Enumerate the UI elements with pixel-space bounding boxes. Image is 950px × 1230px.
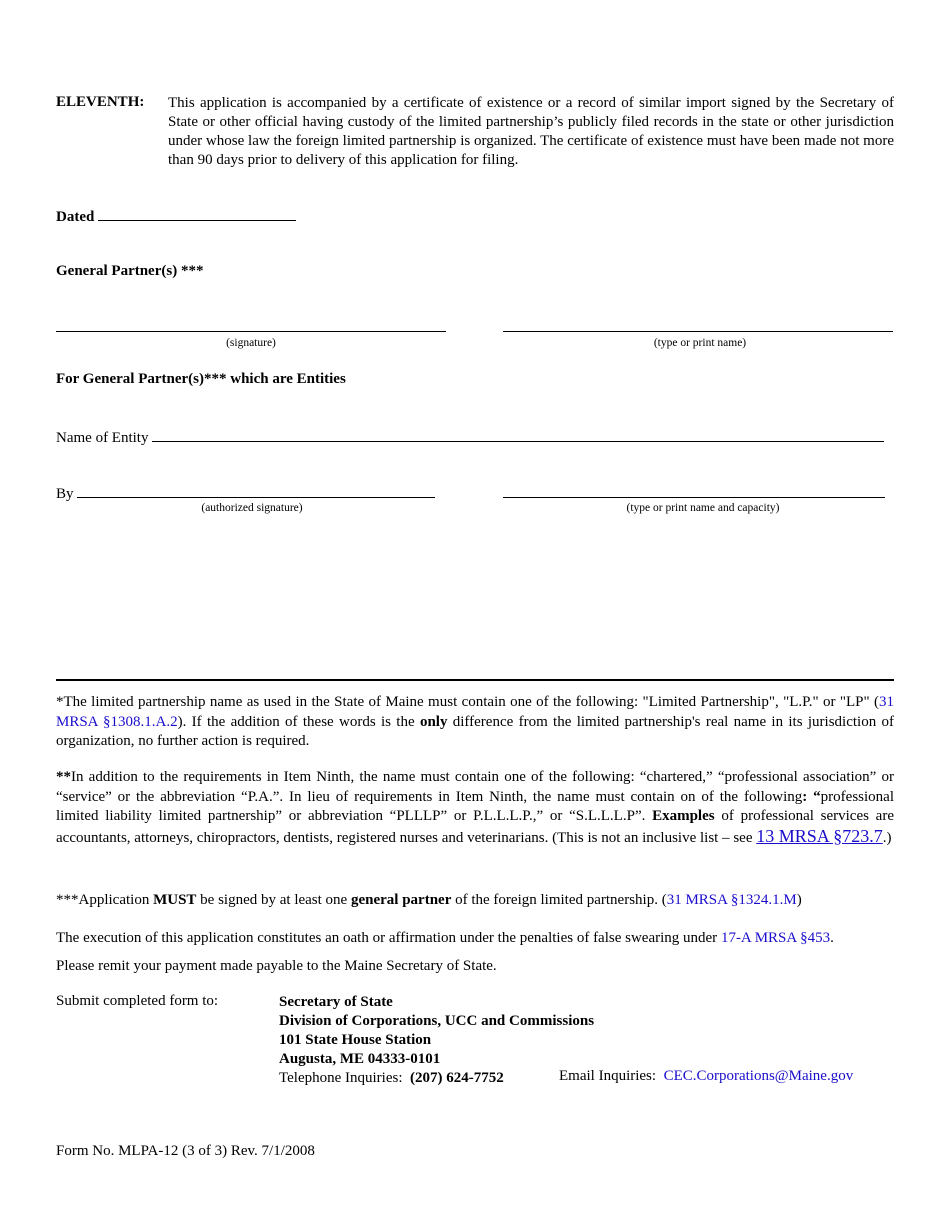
eleventh-text: This application is accompanied by a certificate of existence or a record of similar import signed by the Secretary of State or other official having custody of the limited partnership’s publicly filed records in the state or other jurisdiction under whose law the foreign limited partnership is organized. The certificate of existence must have been made not more than 90 days prior to delivery of this application for filing.	[168, 95, 894, 168]
footnote2-text-c: of professional services are accountants, attorneys, chiropractors, dentists, registered nurses and veterinarians. (This is not an inclusive list – see	[56, 808, 894, 846]
authorized-signature-field[interactable]	[77, 483, 435, 498]
link-13-mrsa-723[interactable]: 13 MRSA §723.7	[756, 825, 883, 846]
link-17a-mrsa-453[interactable]: 17-A MRSA §453	[720, 930, 831, 946]
footnote3-text-d: )	[796, 892, 802, 908]
authorized-signature-caption: (authorized signature)	[201, 502, 303, 514]
address-line1: Secretary of State	[279, 994, 393, 1010]
oath-end: .	[830, 930, 834, 946]
footnote1-text-b: ). If the addition of these words is the	[177, 713, 420, 730]
footnote-name-requirements	[56, 693, 894, 752]
phone-number: (207) 624-7752	[410, 1070, 504, 1086]
footnote2-text-d: .)	[882, 829, 892, 846]
eleventh-label: ELEVENTH:	[56, 94, 145, 110]
dated-row	[56, 206, 296, 226]
footnote3-text-b: be signed by at least one	[196, 892, 351, 908]
submit-label: Submit completed form to:	[56, 993, 219, 1009]
address-line4: Augusta, ME 04333-0101	[279, 1051, 441, 1067]
form-number: Form No. MLPA-12 (3 of 3) Rev. 7/1/2008	[56, 1143, 315, 1159]
footnote2-stars: **	[56, 769, 71, 785]
footnote2-examples: Examples	[652, 808, 715, 824]
address-line2: Division of Corporations, UCC and Commissions	[279, 1013, 595, 1029]
footnote3-text-a: ***Application	[56, 892, 154, 908]
footnote2-text-b: professional limited liability limited partnership” or abbreviation “PLLLP” or P.L.L.L.P.,” or “S.L.L.L.P”.	[56, 788, 894, 824]
by-row	[56, 483, 435, 503]
signature-field[interactable]	[56, 331, 446, 332]
name-of-entity-label: Name of Entity	[56, 430, 149, 446]
address-line3: 101 State House Station	[279, 1032, 432, 1048]
print-name-capacity-field[interactable]	[503, 497, 885, 498]
phone-label: Telephone Inquiries:	[279, 1070, 403, 1086]
print-name-caption: (type or print name)	[653, 337, 747, 349]
footnote1-text-c: difference from the limited partnership's real name in its jurisdiction of organization, no further action is required.	[56, 713, 895, 749]
footnote3-general-partner: general partner	[350, 892, 452, 908]
oath-text: The execution of this application constitutes an oath or affirmation under the penalties of false swearing under	[56, 930, 721, 946]
email-label: Email Inquiries:	[559, 1068, 657, 1084]
section-divider	[56, 679, 894, 681]
footnote1-only: only	[419, 713, 448, 730]
email-link[interactable]: CEC.Corporations@Maine.gov	[663, 1068, 854, 1084]
email-row	[559, 1068, 853, 1085]
mailing-address	[279, 993, 594, 1088]
footnote-professional-names	[56, 768, 894, 848]
dated-field[interactable]	[98, 206, 296, 221]
phone-row	[279, 1069, 594, 1088]
signature-caption: (signature)	[226, 337, 276, 349]
name-of-entity-row	[56, 427, 884, 447]
oath-statement	[56, 929, 894, 949]
link-31-mrsa-1308[interactable]: 31 MRSA §1308.1.A.2	[56, 694, 894, 730]
entities-heading: For General Partner(s)*** which are Entities	[56, 371, 346, 387]
footnote3-text-c: of the foreign limited partnership. (	[451, 892, 667, 908]
footnote2-text-a: In addition to the requirements in Item Ninth, the name must contain one of the following: “chartered,” “professional association” or “service” or the abbreviation “P.A.”. In lieu of requirements in Item Ninth, the name must contain on of the following	[56, 769, 894, 805]
by-label: By	[56, 486, 74, 502]
print-name-capacity-caption: (type or print name and capacity)	[626, 502, 780, 514]
footnote-signing-requirement	[56, 891, 894, 911]
general-partners-heading: General Partner(s) ***	[56, 263, 204, 279]
print-name-field[interactable]	[503, 331, 893, 332]
footnote2-colon: : “	[802, 788, 821, 805]
dated-label: Dated	[56, 209, 95, 225]
footnote3-must: MUST	[153, 892, 197, 908]
name-of-entity-field[interactable]	[152, 427, 884, 442]
remit-statement: Please remit your payment made payable to the Maine Secretary of State.	[56, 958, 497, 974]
link-31-mrsa-1324[interactable]: 31 MRSA §1324.1.M	[666, 892, 797, 908]
footnote1-text-a: *The limited partnership name as used in the State of Maine must contain one of the following: "Limited Partnership", "L.P." or "LP" (	[56, 694, 879, 710]
